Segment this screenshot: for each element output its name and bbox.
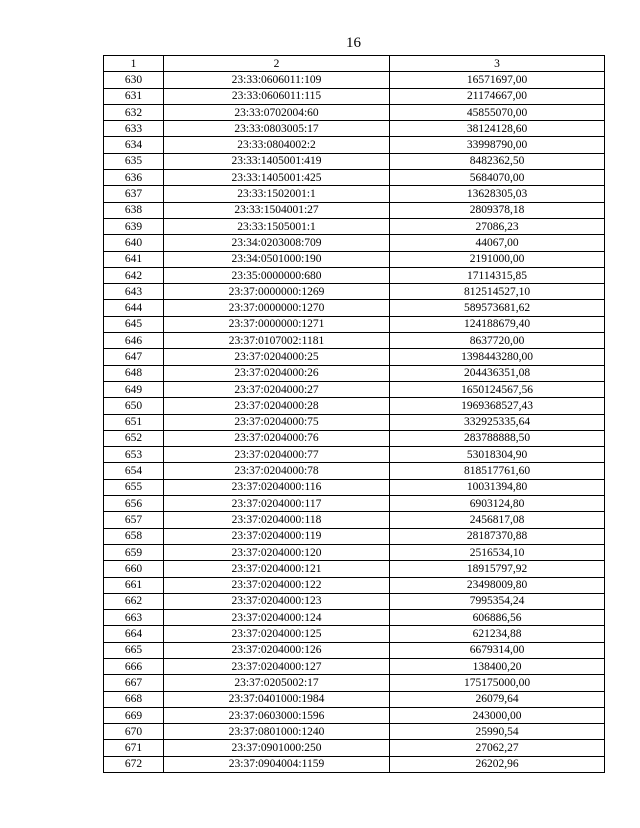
- cadastral-number-cell: 23:37:0204000:118: [164, 512, 390, 528]
- value-cell: 16571697,00: [390, 72, 605, 88]
- value-cell: 21174667,00: [390, 88, 605, 104]
- table-row: [104, 316, 605, 332]
- cadastral-number-cell: 23:37:0000000:1269: [164, 284, 390, 300]
- cadastral-number-cell: 23:37:0603000:1596: [164, 707, 390, 723]
- table-row: [104, 544, 605, 560]
- value-cell: 23498009,80: [390, 577, 605, 593]
- table-row: [104, 463, 605, 479]
- table-row: [104, 610, 605, 626]
- table-header: [104, 56, 605, 72]
- row-number-cell: 634: [104, 137, 164, 153]
- row-number-cell: 663: [104, 610, 164, 626]
- row-number-cell: 658: [104, 528, 164, 544]
- cadastral-number-cell: 23:33:0606011:109: [164, 72, 390, 88]
- value-cell: 44067,00: [390, 235, 605, 251]
- row-number-cell: 638: [104, 202, 164, 218]
- row-number-cell: 661: [104, 577, 164, 593]
- value-cell: 2516534,10: [390, 544, 605, 560]
- value-cell: 13628305,03: [390, 186, 605, 202]
- row-number-cell: 635: [104, 153, 164, 169]
- row-number-cell: 657: [104, 512, 164, 528]
- cadastral-number-cell: 23:34:0501000:190: [164, 251, 390, 267]
- cadastral-number-cell: 23:37:0204000:28: [164, 398, 390, 414]
- table-row: [104, 724, 605, 740]
- row-number-cell: 665: [104, 642, 164, 658]
- cadastral-number-cell: 23:37:0204000:120: [164, 544, 390, 560]
- value-cell: 8482362,50: [390, 153, 605, 169]
- value-cell: 53018304,90: [390, 447, 605, 463]
- table-row: [104, 447, 605, 463]
- table-row: [104, 202, 605, 218]
- table-row: [104, 528, 605, 544]
- header-cell-value: 3: [390, 56, 605, 72]
- cadastral-number-cell: 23:37:0204000:119: [164, 528, 390, 544]
- table-row: [104, 414, 605, 430]
- row-number-cell: 630: [104, 72, 164, 88]
- cadastral-number-cell: 23:33:0803005:17: [164, 121, 390, 137]
- table-row: [104, 707, 605, 723]
- row-number-cell: 637: [104, 186, 164, 202]
- row-number-cell: 662: [104, 593, 164, 609]
- value-cell: 606886,56: [390, 610, 605, 626]
- cadastral-number-cell: 23:33:0606011:115: [164, 88, 390, 104]
- table-row: [104, 642, 605, 658]
- value-cell: 204436351,08: [390, 365, 605, 381]
- cadastral-number-cell: 23:37:0204000:122: [164, 577, 390, 593]
- cadastral-number-cell: 23:37:0904004:1159: [164, 756, 390, 772]
- row-number-cell: 640: [104, 235, 164, 251]
- table-row: [104, 153, 605, 169]
- cadastral-number-cell: 23:37:0204000:127: [164, 658, 390, 674]
- row-number-cell: 651: [104, 414, 164, 430]
- value-cell: 38124128,60: [390, 121, 605, 137]
- header-cell-number: 1: [104, 56, 164, 72]
- table-row: [104, 104, 605, 120]
- cadastral-number-cell: 23:37:0107002:1181: [164, 333, 390, 349]
- table-row: [104, 300, 605, 316]
- value-cell: 2191000,00: [390, 251, 605, 267]
- value-cell: 10031394,80: [390, 479, 605, 495]
- value-cell: 45855070,00: [390, 104, 605, 120]
- row-number-cell: 660: [104, 561, 164, 577]
- row-number-cell: 650: [104, 398, 164, 414]
- row-number-cell: 654: [104, 463, 164, 479]
- row-number-cell: 649: [104, 381, 164, 397]
- table-row: [104, 691, 605, 707]
- cadastral-number-cell: 23:37:0204000:123: [164, 593, 390, 609]
- value-cell: 28187370,88: [390, 528, 605, 544]
- row-number-cell: 639: [104, 218, 164, 234]
- row-number-cell: 653: [104, 447, 164, 463]
- header-row: [104, 56, 605, 72]
- table-row: [104, 235, 605, 251]
- row-number-cell: 633: [104, 121, 164, 137]
- cadastral-number-cell: 23:37:0000000:1270: [164, 300, 390, 316]
- row-number-cell: 671: [104, 740, 164, 756]
- table-row: [104, 496, 605, 512]
- cadastral-number-cell: 23:37:0205002:17: [164, 675, 390, 691]
- row-number-cell: 666: [104, 658, 164, 674]
- value-cell: 1398443280,00: [390, 349, 605, 365]
- cadastral-number-cell: 23:37:0204000:78: [164, 463, 390, 479]
- table-row: [104, 170, 605, 186]
- value-cell: 2809378,18: [390, 202, 605, 218]
- table-row: [104, 284, 605, 300]
- row-number-cell: 646: [104, 333, 164, 349]
- value-cell: 243000,00: [390, 707, 605, 723]
- row-number-cell: 642: [104, 267, 164, 283]
- registry-table: [103, 55, 605, 773]
- cadastral-number-cell: 23:37:0204000:75: [164, 414, 390, 430]
- cadastral-number-cell: 23:33:1505001:1: [164, 218, 390, 234]
- header-cell-cadastral: 2: [164, 56, 390, 72]
- row-number-cell: 645: [104, 316, 164, 332]
- row-number-cell: 636: [104, 170, 164, 186]
- row-number-cell: 643: [104, 284, 164, 300]
- table-row: [104, 626, 605, 642]
- cadastral-number-cell: 23:37:0204000:117: [164, 496, 390, 512]
- table-body: [104, 72, 605, 773]
- value-cell: 138400,20: [390, 658, 605, 674]
- cadastral-number-cell: 23:37:0204000:77: [164, 447, 390, 463]
- value-cell: 812514527,10: [390, 284, 605, 300]
- cadastral-number-cell: 23:37:0204000:116: [164, 479, 390, 495]
- cadastral-number-cell: 23:37:0204000:25: [164, 349, 390, 365]
- value-cell: 1650124567,56: [390, 381, 605, 397]
- value-cell: 33998790,00: [390, 137, 605, 153]
- cadastral-number-cell: 23:37:0000000:1271: [164, 316, 390, 332]
- cadastral-number-cell: 23:33:0804002:2: [164, 137, 390, 153]
- cadastral-number-cell: 23:33:0702004:60: [164, 104, 390, 120]
- cadastral-number-cell: 23:37:0204000:125: [164, 626, 390, 642]
- table-row: [104, 186, 605, 202]
- cadastral-number-cell: 23:37:0204000:76: [164, 430, 390, 446]
- cadastral-number-cell: 23:37:0204000:121: [164, 561, 390, 577]
- row-number-cell: 644: [104, 300, 164, 316]
- cadastral-number-cell: 23:35:0000000:680: [164, 267, 390, 283]
- cadastral-number-cell: 23:37:0401000:1984: [164, 691, 390, 707]
- table-row: [104, 267, 605, 283]
- table-row: [104, 577, 605, 593]
- cadastral-number-cell: 23:33:1405001:419: [164, 153, 390, 169]
- value-cell: 6903124,80: [390, 496, 605, 512]
- row-number-cell: 670: [104, 724, 164, 740]
- table-row: [104, 365, 605, 381]
- cadastral-number-cell: 23:33:1502001:1: [164, 186, 390, 202]
- row-number-cell: 667: [104, 675, 164, 691]
- row-number-cell: 656: [104, 496, 164, 512]
- row-number-cell: 664: [104, 626, 164, 642]
- value-cell: 621234,88: [390, 626, 605, 642]
- row-number-cell: 641: [104, 251, 164, 267]
- value-cell: 175175000,00: [390, 675, 605, 691]
- row-number-cell: 669: [104, 707, 164, 723]
- value-cell: 7995354,24: [390, 593, 605, 609]
- table-row: [104, 593, 605, 609]
- table-row: [104, 430, 605, 446]
- table-row: [104, 137, 605, 153]
- cadastral-number-cell: 23:34:0203008:709: [164, 235, 390, 251]
- page-number: 16: [346, 35, 361, 51]
- table-row: [104, 398, 605, 414]
- value-cell: 26079,64: [390, 691, 605, 707]
- value-cell: 26202,96: [390, 756, 605, 772]
- value-cell: 283788888,50: [390, 430, 605, 446]
- cadastral-number-cell: 23:37:0204000:126: [164, 642, 390, 658]
- row-number-cell: 631: [104, 88, 164, 104]
- row-number-cell: 659: [104, 544, 164, 560]
- value-cell: 25990,54: [390, 724, 605, 740]
- table-row: [104, 561, 605, 577]
- cadastral-number-cell: 23:37:0204000:26: [164, 365, 390, 381]
- cadastral-number-cell: 23:37:0901000:250: [164, 740, 390, 756]
- value-cell: 2456817,08: [390, 512, 605, 528]
- value-cell: 818517761,60: [390, 463, 605, 479]
- table-row: [104, 121, 605, 137]
- value-cell: 17114315,85: [390, 267, 605, 283]
- cadastral-number-cell: 23:37:0801000:1240: [164, 724, 390, 740]
- row-number-cell: 672: [104, 756, 164, 772]
- table-row: [104, 251, 605, 267]
- cadastral-number-cell: 23:37:0204000:27: [164, 381, 390, 397]
- value-cell: 332925335,64: [390, 414, 605, 430]
- row-number-cell: 647: [104, 349, 164, 365]
- table-row: [104, 658, 605, 674]
- row-number-cell: 632: [104, 104, 164, 120]
- value-cell: 18915797,92: [390, 561, 605, 577]
- table-row: [104, 740, 605, 756]
- value-cell: 6679314,00: [390, 642, 605, 658]
- value-cell: 27062,27: [390, 740, 605, 756]
- row-number-cell: 655: [104, 479, 164, 495]
- row-number-cell: 668: [104, 691, 164, 707]
- value-cell: 8637720,00: [390, 333, 605, 349]
- table-row: [104, 381, 605, 397]
- table-row: [104, 218, 605, 234]
- value-cell: 1969368527,43: [390, 398, 605, 414]
- cadastral-number-cell: 23:37:0204000:124: [164, 610, 390, 626]
- value-cell: 589573681,62: [390, 300, 605, 316]
- row-number-cell: 652: [104, 430, 164, 446]
- table-row: [104, 512, 605, 528]
- cadastral-number-cell: 23:33:1504001:27: [164, 202, 390, 218]
- table-row: [104, 72, 605, 88]
- table-row: [104, 756, 605, 772]
- table-row: [104, 88, 605, 104]
- cadastral-number-cell: 23:33:1405001:425: [164, 170, 390, 186]
- value-cell: 124188679,40: [390, 316, 605, 332]
- table-row: [104, 479, 605, 495]
- value-cell: 27086,23: [390, 218, 605, 234]
- table-row: [104, 349, 605, 365]
- table-row: [104, 675, 605, 691]
- value-cell: 5684070,00: [390, 170, 605, 186]
- row-number-cell: 648: [104, 365, 164, 381]
- table-row: [104, 333, 605, 349]
